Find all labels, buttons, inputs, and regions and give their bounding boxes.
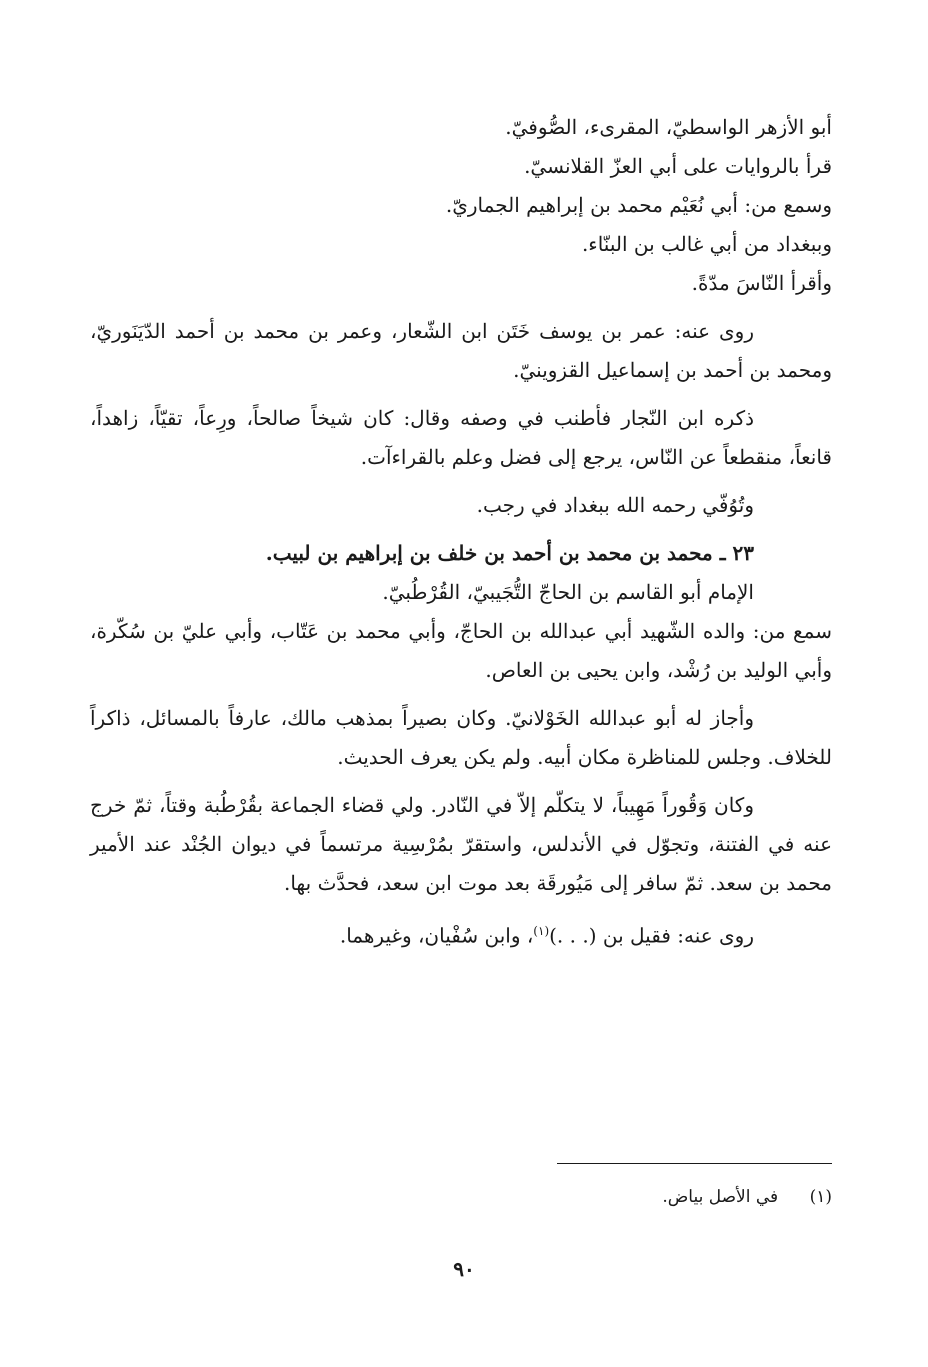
narrated-by-rest: ، وابن سُفْيان، وغيرهما. [339,923,534,948]
text-line: قرأ بالروايات على أبي العزّ القلانسيّ. [524,154,832,178]
page-number: ٩٠ [453,1257,475,1281]
paragraph-heard-from: سمع من: والده الشّهيد أبي عبدالله بن الحاجّ، وأبي محمد بن عَتّاب، وأبي عليّ بن سُكّرة، وأبي الوليد بن رُشْد، وابن يحيى بن العاص. [90,619,832,682]
text-line: وأقرأ النّاسَ مدّةً. [691,271,832,295]
text-line: وببغداد من أبي غالب بن البنّاء. [581,232,832,256]
footnote-text: في الأصل بياض. [662,1187,779,1207]
text-line: أبو الأزهر الواسطيّ، المقرىء، الصُّوفيّ. [505,115,832,139]
paragraph-character: وكان وَقُوراً مَهِيباً، لا يتكلّم إلاّ في النّادر. ولي قضاء الجماعة بقُرْطُبة وقتاً، ثمّ خرج عنه في الفتنة، وتجوّل في الأندلس، واستقرّ بمُرْسِية مرتسماً في ديوان الجُنْد عند الأمير محمد بن سعد. ثمّ سافر إلى مَيُورقَة بعد موت ابن سعد، فحدَّث بها. [90,793,833,895]
footnote-ref: (١) [533,924,550,938]
paragraph-narrators: روى عنه: عمر بن يوسف خَتَن ابن الشّعار، وعمر بن محمد بن أحمد الدّيَنَوريّ، ومحمد بن أحمد بن إسماعيل القزوينيّ. [90,319,832,382]
paragraph-narrated-by [90,912,832,956]
narrated-by-text: روى عنه: فقيل بن (. . .) [549,923,754,948]
paragraph-ibn-najjar: ذكره ابن النّجار فأطنب في وصفه وقال: كان شيخاً صالحاً، ورِعاً، تقيّاً، زاهداً، قانعاً، منقطعاً عن النّاس، يرجع إلى فضل وعلم بالقراءآت. [90,406,832,469]
footnote-number: (١) [809,1187,832,1207]
page-body [90,108,832,956]
footnote-separator [557,1163,832,1164]
text-line: وسمع من: أبي نُعَيْم محمد بن إبراهيم الجماريّ. [445,193,832,217]
footnote [662,1183,832,1211]
paragraph-ijaza: وأجاز له أبو عبدالله الخَوْلانيّ. وكان بصيراً بمذهب مالك، عارفاً بالمسائل، ذاكراً للخلاف. وجلس للمناظرة مكان أبيه. ولم يكن يعرف الحديث. [90,706,832,769]
entry-heading: ٢٣ ـ محمد بن محمد بن أحمد بن خلف بن إبراهيم بن لبيب. [265,541,754,565]
paragraph-imam: الإمام أبو القاسم بن الحاجّ التُّجَيبيّ، القُرْطُبيّ. [382,580,754,604]
paragraph-death: وتُوُفّي رحمه الله ببغداد في رجب. [476,493,754,517]
